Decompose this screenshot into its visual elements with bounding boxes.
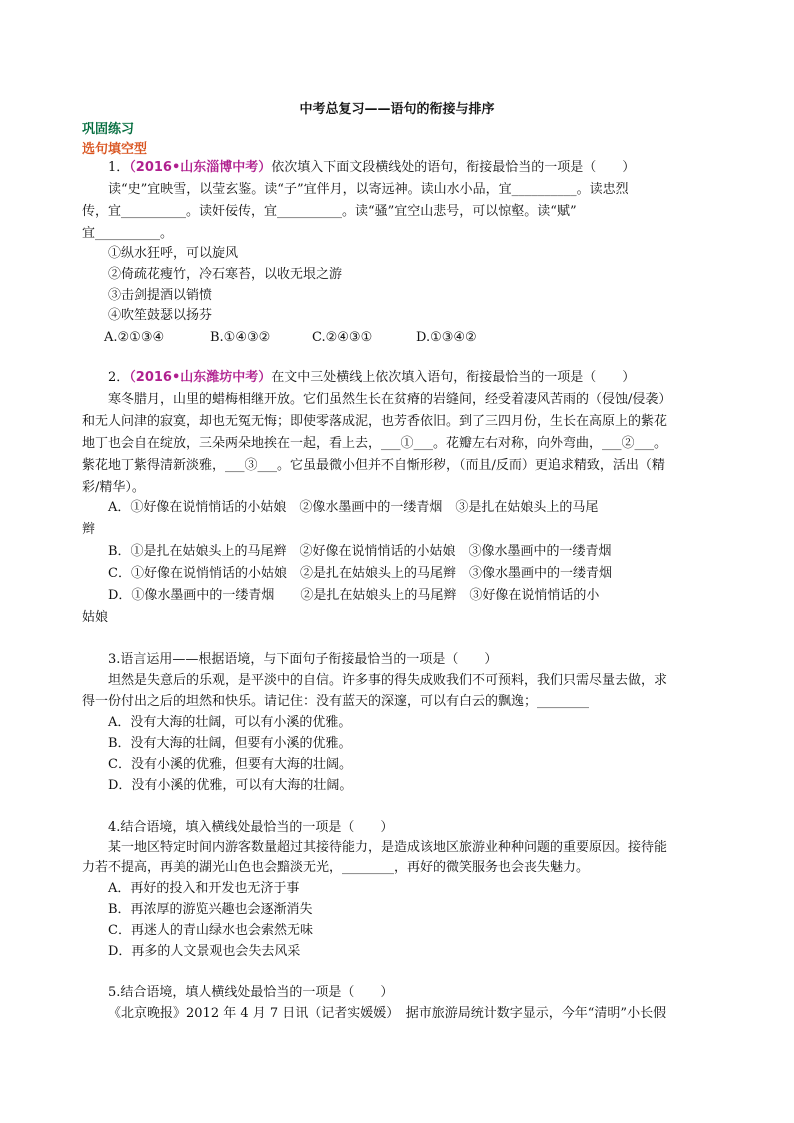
question-2-option-d-cont: 姑娘 bbox=[82, 610, 109, 625]
question-3-option-a: A．没有大海的壮阔，可以有小溪的优雅。 bbox=[108, 715, 352, 730]
question-4-passage-line: 某一地区特定时间内游客数量超过其接待能力，是造成该地区旅游业种种问题的重要原因。接待能 bbox=[108, 840, 668, 855]
question-1-option-d: D.①③④② bbox=[416, 330, 477, 345]
question-2-prompt: 在文中三处横线上依次填入语句，衔接最恰当的一项是（ ） bbox=[271, 370, 636, 385]
question-2-passage-line: 寒冬腊月，山里的蜡梅相继开放。它们虽然生长在贫瘠的岩缝间，经受着凄风苦雨的（侵蚀/侵袭） bbox=[108, 392, 672, 407]
question-5-passage-line: 《北京晚报》2012 年 4 月 7 日讯（记者实媛媛） 据市旅游局统计数字显示，今年“清明”小长假 bbox=[108, 1006, 667, 1021]
question-4-stem: 4.结合语境，填入横线处最恰当的一项是（ ） bbox=[108, 820, 394, 835]
question-1-option-c: C.②④③① bbox=[312, 330, 373, 345]
question-2-option-a: A．①好像在说悄悄话的小姑娘 ②像水墨画中的一缕青烟 ③是扎在姑娘头上的马尾 bbox=[108, 500, 599, 515]
question-2-number: 2． bbox=[108, 370, 130, 385]
question-1-prompt: 依次填入下面文段横线处的语句，衔接最恰当的一项是（ ） bbox=[271, 160, 636, 175]
question-2-passage-line: 和无人问津的寂寞，却也无冤无悔；即使零落成泥，也芳香依旧。到了三四月份，生长在高原上的紫花 bbox=[82, 414, 668, 429]
question-3-passage-line: 坦然是失意后的乐观，是平淡中的自信。许多事的得失成败我们不可预料，我们只需尽量去做，求 bbox=[108, 673, 668, 688]
question-2-source: （2016•山东潍坊中考） bbox=[129, 370, 272, 385]
question-2-passage-line: 紫花地丁紫得清新淡雅，___③___。它虽最微小但并不自惭形秽，（而且/反而）更追求精致，活出（精 bbox=[82, 458, 665, 473]
question-1-passage-line: 宜__________。 bbox=[82, 226, 174, 241]
question-3-option-c: C．没有小溪的优雅，但要有大海的壮阔。 bbox=[108, 757, 352, 772]
question-3-option-d: D．没有小溪的优雅，可以有大海的壮阔。 bbox=[108, 778, 353, 793]
question-4-option-d: D．再多的人文景观也会失去风采 bbox=[108, 944, 301, 959]
question-2-passage-line: 彩/精华）。 bbox=[82, 480, 145, 495]
question-1-number: 1． bbox=[108, 160, 130, 175]
question-2-option-a-cont: 辫 bbox=[82, 522, 96, 537]
question-4-option-b: B．再浓厚的游览兴趣也会逐渐消失 bbox=[108, 902, 313, 917]
question-1-stem bbox=[108, 158, 635, 178]
question-2-passage-line: 地丁也会自在绽放，三朵两朵地挨在一起，看上去，___①___。花瓣左右对称，向外弯曲，___②___。 bbox=[82, 436, 668, 451]
question-1-passage-line: 传，宜__________。读奸佞传，宜__________。读“骚”宜空山悲号，可以惊壑。读“赋” bbox=[82, 204, 577, 219]
question-4-option-c: C．再迷人的青山绿水也会索然无味 bbox=[108, 923, 313, 938]
question-4-option-a: A．再好的投入和开发也无济于事 bbox=[108, 881, 300, 896]
question-1-item: ④吹笙鼓瑟以扬芬 bbox=[108, 308, 213, 323]
section-heading-fill-in: 选句填空型 bbox=[82, 142, 148, 157]
question-2-stem bbox=[108, 368, 635, 388]
question-2-option-d: D．①像水墨画中的一缕青烟 ②是扎在姑娘头上的马尾辫 ③好像在说悄悄话的小 bbox=[108, 588, 600, 603]
question-1-passage-line: 读“史”宜映雪，以莹玄鉴。读“子”宜伴月，以寄远神。读山水小品，宜__________。读忠烈 bbox=[108, 182, 629, 197]
question-1-item: ②倚疏花瘦竹，冷石寒苔，以收无垠之游 bbox=[108, 267, 343, 282]
section-heading-practice: 巩固练习 bbox=[82, 122, 135, 137]
question-4-passage-line: 力若不提高，再美的湖光山色也会黯淡无光，________，再好的微笑服务也会丧失魅力。 bbox=[82, 860, 590, 875]
question-1-option-b: B.①④③② bbox=[210, 330, 271, 345]
question-2-option-b: B．①是扎在姑娘头上的马尾辫 ②好像在说悄悄话的小姑娘 ③像水墨画中的一缕青烟 bbox=[108, 544, 612, 559]
question-1-source: （2016•山东淄博中考） bbox=[129, 160, 272, 175]
question-2-option-c: C．①好像在说悄悄话的小姑娘 ②是扎在姑娘头上的马尾辫 ③像水墨画中的一缕青烟 bbox=[108, 566, 612, 581]
question-3-passage-line: 得一份付出之后的坦然和快乐。请记住：没有蓝天的深邃，可以有白云的飘逸；________ bbox=[82, 694, 590, 709]
question-1-option-a: A.②①③④ bbox=[104, 330, 165, 345]
question-1-item: ③击剑提酒以销愤 bbox=[108, 288, 213, 303]
question-5-stem: 5.结合语境，填人横线处最恰当的一项是（ ） bbox=[108, 985, 394, 1000]
question-3-stem: 3.语言运用——根据语境，与下面句子衔接最恰当的一项是（ ） bbox=[108, 652, 498, 667]
question-1-item: ①纵水狂呼，可以旋风 bbox=[108, 246, 239, 261]
page-title: 中考总复习——语句的衔接与排序 bbox=[299, 102, 495, 117]
question-3-option-b: B．没有大海的壮阔，但要有小溪的优雅。 bbox=[108, 736, 352, 751]
